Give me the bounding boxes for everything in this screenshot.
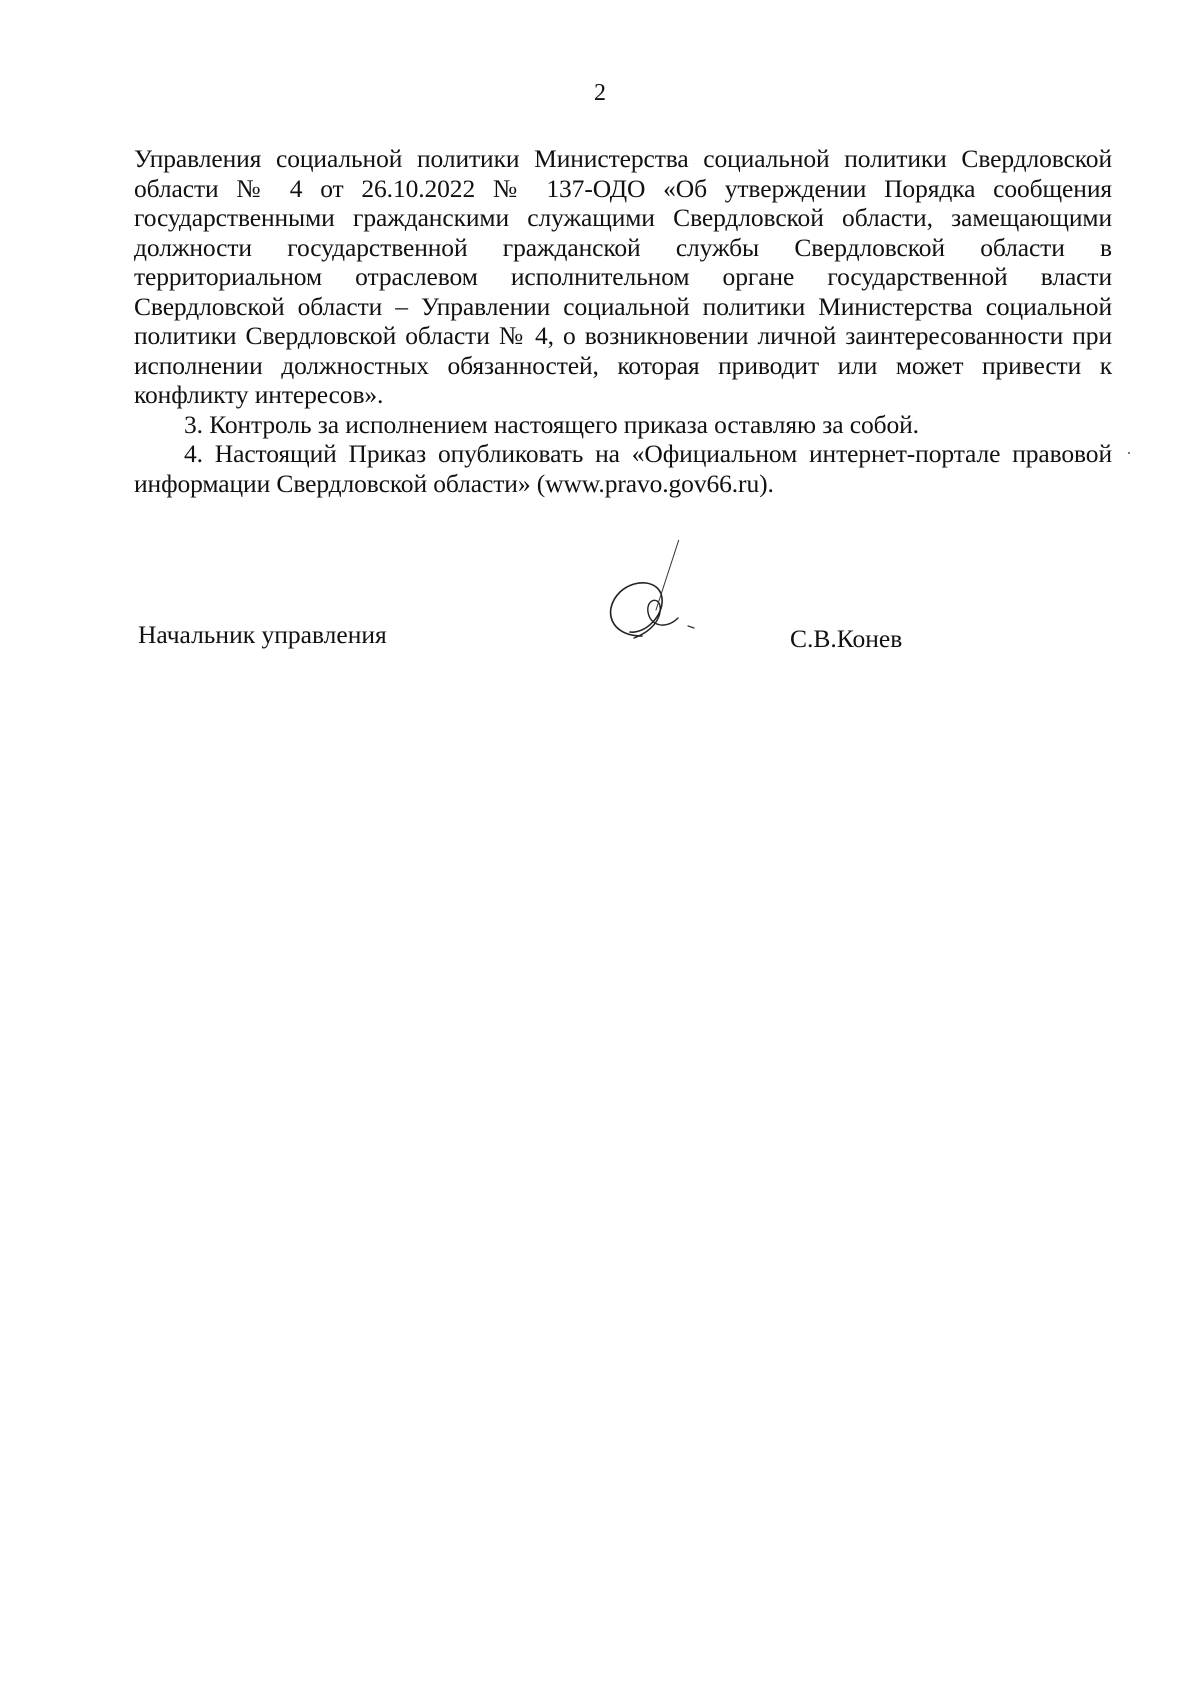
signer-name: С.В.Конев bbox=[790, 624, 903, 653]
document-body bbox=[134, 144, 1112, 498]
page-number: 2 bbox=[594, 80, 606, 106]
signature-block bbox=[0, 580, 1200, 670]
paragraph-continuation: Управления социальной политики Министерства социальной политики Свердловской области № 4 от 26.10.2022 № 137-ОДО «Об утверждении Порядка сообщения государственными гражданскими служащими Свердловской области, замещающими должности государственной гражданской службы Свердловской области в территориальном отраслевом исполнительном органе государственной власти Свердловской области – Управлении социальной политики Министерства социальной политики Свердловской области № 4, о возникновении личной заинтересованности при исполнении должностных обязанностей, которая приводит или может привести к конфликту интересов». bbox=[134, 144, 1112, 409]
paragraph-item-3: 3. Контроль за исполнением настоящего приказа оставляю за собой. bbox=[184, 409, 919, 439]
signer-position: Начальник управления bbox=[138, 620, 387, 649]
scan-speck bbox=[1128, 452, 1130, 454]
paragraph-item-4: 4. Настоящий Приказ опубликовать на «Официальном интернет-портале правовой информации Свердловской области» (www.pravo.gov66.ru). bbox=[134, 439, 1112, 498]
handwritten-signature bbox=[590, 540, 730, 650]
